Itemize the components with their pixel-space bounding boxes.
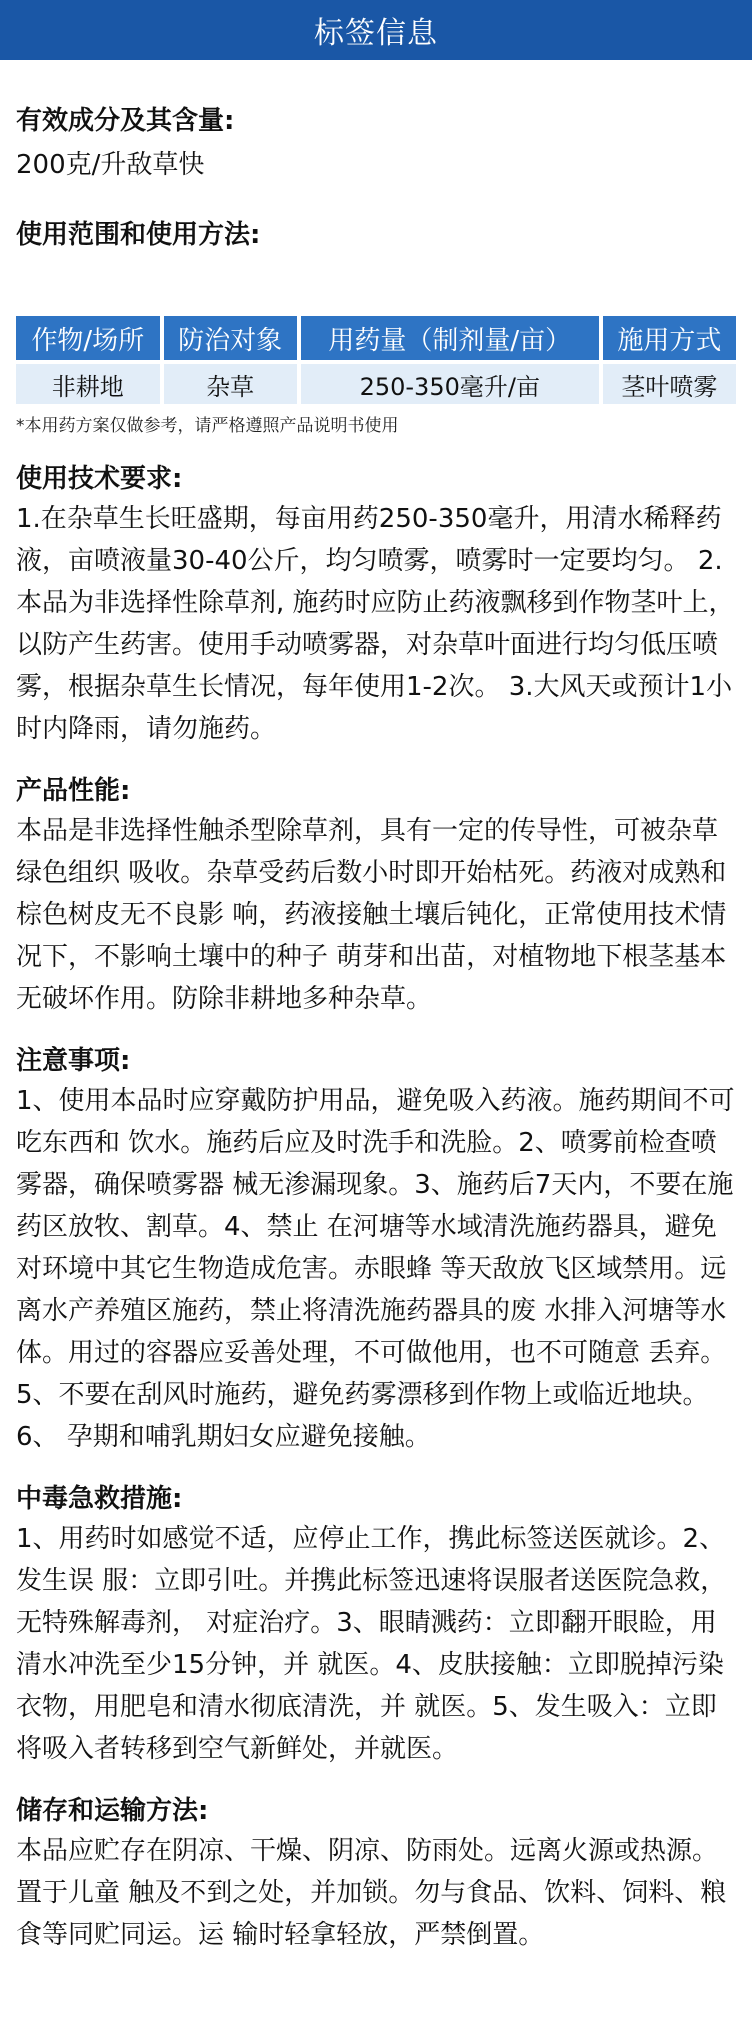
usage-note: *本用药方案仅做参考，请严格遵照产品说明书使用 [16,416,399,436]
performance-title: 产品性能: [16,776,131,806]
usage-scope-title: 使用范围和使用方法: [16,220,261,250]
label-content [0,102,752,1956]
precautions-title: 注意事项: [16,1046,131,1076]
precautions-text: 1、使用本品时应穿戴防护用品，避免吸入药液。施药期间不可吃东西和 饮水。施药后应及时洗手和洗脸。2、喷雾前检查喷雾器，确保喷雾器 械无渗漏现象。3、施药后7天内，不要在施药区放牧、割草。4、禁止 在河塘等水域清洗施药器具，避免对环境中其它生物造成危害。赤眼蜂 等天敌放飞区域禁用。远离水产养殖区施药，禁止将清洗施药器具的废 水排入河塘等水体。用过的容器应妥善处理，不可做他用，也不可随意 丢弃。5、不要在刮风时施药，避免药雾漂移到作物上或临近地块。6、 孕期和哺乳期妇女应避免接触。 [16,1086,735,1452]
usage-table-header-row [16,316,736,360]
active-ingredient-text: 200克/升敌草快 [16,150,205,180]
usage-cell-dosage: 250-350毫升/亩 [301,364,599,404]
performance-text: 本品是非选择性触杀型除草剂，具有一定的传导性，可被杂草绿色组织 吸收。杂草受药后数小时即开始枯死。药液对成熟和棕色树皮无不良影 响，药液接触土壤后钝化，正常使用技术情况下，不影响土壤中的种子 萌芽和出苗，对植物地下根茎基本无破坏作用。防除非耕地多种杂草。 [16,816,727,1014]
label-info-header [0,0,752,60]
usage-cell-method: 茎叶喷雾 [603,364,736,404]
header-title: 标签信息 [314,16,438,51]
active-ingredient-title: 有效成分及其含量: [16,106,235,136]
usage-header-crop: 作物/场所 [16,316,160,360]
storage-text: 本品应贮存在阴凉、干燥、阴凉、防雨处。远离火源或热源。置于儿童 触及不到之处，并加锁。勿与食品、饮料、饲料、粮食等同贮同运。运 输时轻拿轻放，严禁倒置。 [16,1836,727,1950]
usage-cell-target: 杂草 [164,364,297,404]
usage-table [12,312,740,408]
technique-text: 1.在杂草生长旺盛期，每亩用药250-350毫升，用清水稀释药液，亩喷液量30-40公斤，均匀喷雾，喷雾时一定要均匀。 2.本品为非选择性除草剂, 施药时应防止药液飘移到作物茎叶上，以防产生药害。使用手动喷雾器，对杂草叶面进行均匀低压喷雾，根据杂草生长情况，每年使用1-2次。 3.大风天或预计1小时内降雨，请勿施药。 [16,504,735,744]
table-row [16,364,736,404]
usage-header-target: 防治对象 [164,316,297,360]
storage-title: 储存和运输方法: [16,1796,209,1826]
usage-header-dosage: 用药量（制剂量/亩） [301,316,599,360]
usage-cell-crop: 非耕地 [16,364,160,404]
first-aid-title: 中毒急救措施: [16,1484,183,1514]
first-aid-text: 1、用药时如感觉不适，应停止工作，携此标签送医就诊。2、发生误 服：立即引吐。并携此标签迅速将误服者送医院急救，无特殊解毒剂， 对症治疗。3、眼睛溅药：立即翻开眼睑，用清水冲洗至少15分钟，并 就医。4、皮肤接触：立即脱掉污染衣物，用肥皂和清水彻底清洗，并 就医。5、发生吸入：立即将吸入者转移到空气新鲜处，并就医。 [16,1524,727,1764]
technique-title: 使用技术要求: [16,464,183,494]
usage-header-method: 施用方式 [603,316,736,360]
